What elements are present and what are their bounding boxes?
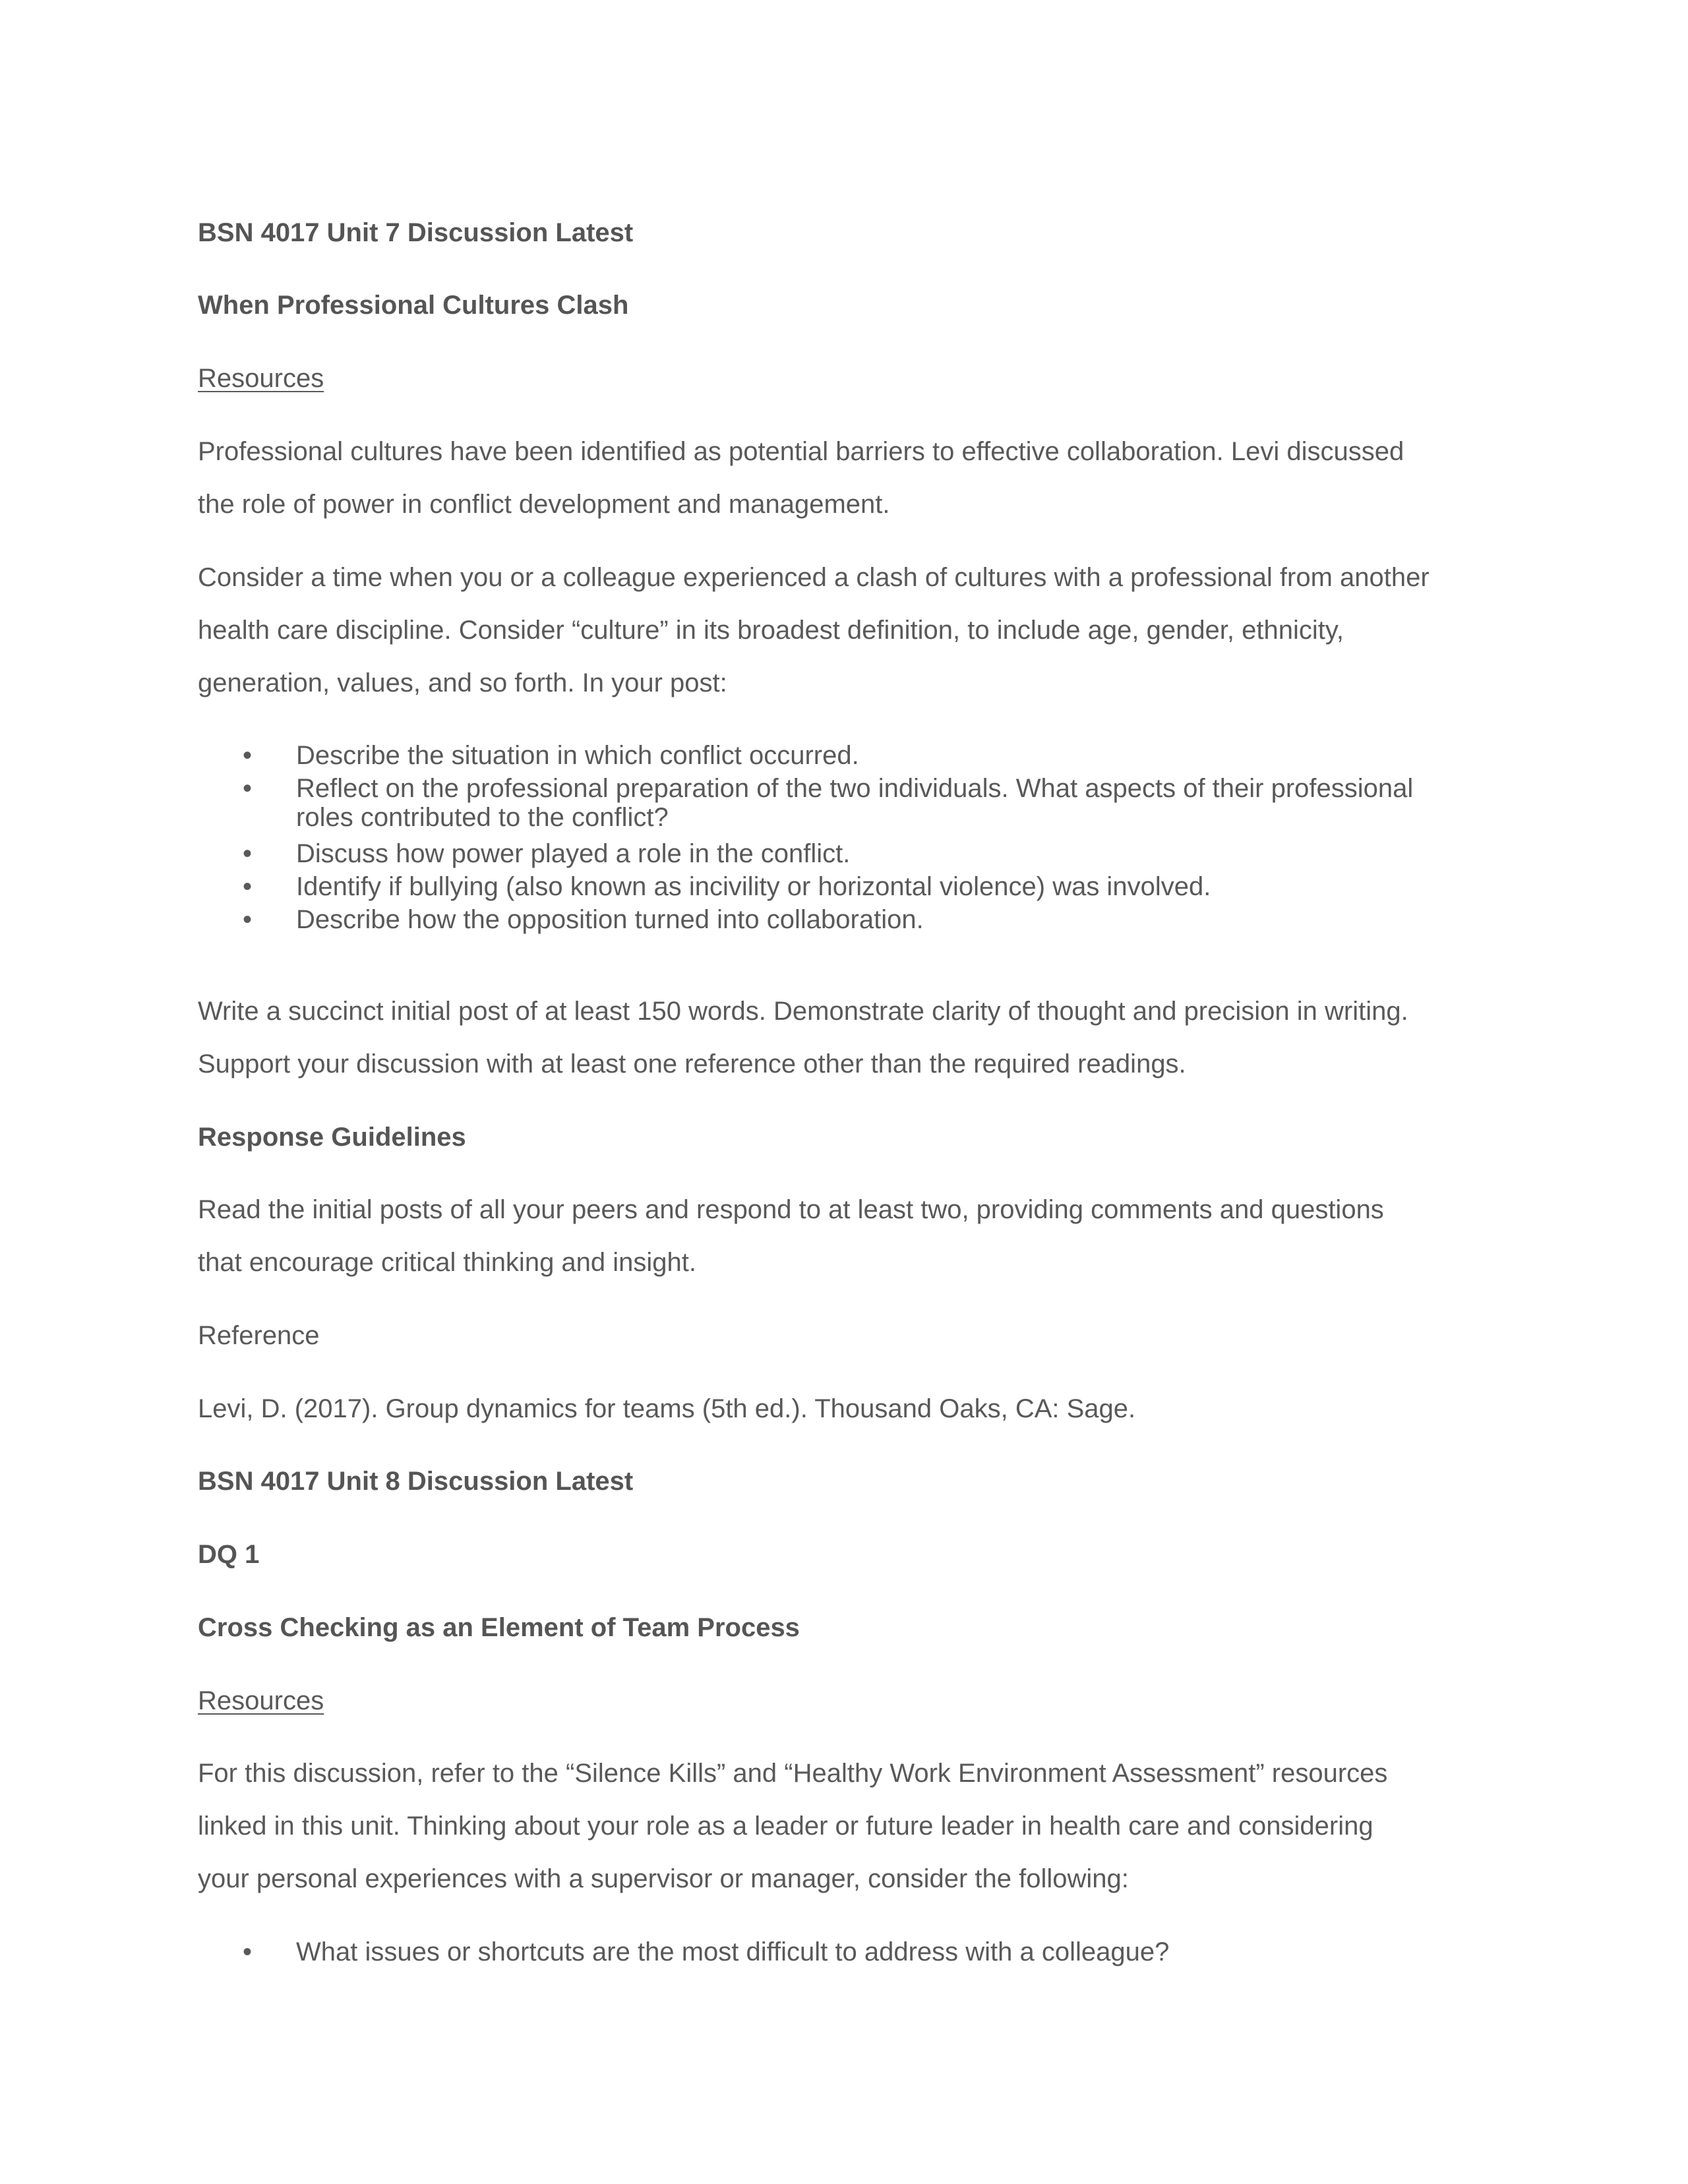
unit7-bullet-3: Discuss how power played a role in the conflict. [296,839,851,868]
unit7-title: When Professional Cultures Clash [198,291,629,320]
bullet-glyph: • [243,872,253,901]
unit8-intro-line-2: linked in this unit. Thinking about your role as a leader or future leader in health care and considering [198,1812,1373,1841]
unit7-reference-heading: Reference [198,1321,320,1350]
unit7-bullet-5: Describe how the opposition turned into collaboration. [296,905,924,934]
unit8-intro-line-3: your personal experiences with a supervisor or manager, consider the following: [198,1864,1129,1893]
unit7-bullet-1: Describe the situation in which conflict occurred. [296,741,859,770]
unit7-bullet-2-cont: roles contributed to the conflict? [296,803,669,832]
unit7-bullet-2: Reflect on the professional preparation of the two individuals. What aspects of their professional [296,774,1414,803]
bullet-glyph: • [243,774,253,803]
unit8-heading: BSN 4017 Unit 8 Discussion Latest [198,1467,634,1496]
unit8-dq: DQ 1 [198,1540,260,1569]
unit7-write-line-2: Support your discussion with at least one reference other than the required readings. [198,1049,1186,1078]
unit7-intro-line-2: the role of power in conflict development and management. [198,490,890,519]
bullet-glyph: • [243,1937,253,1966]
unit7-consider-line-2: health care discipline. Consider “culture” in its broadest definition, to include age, gender, ethnicity, [198,616,1344,645]
unit7-write-line-1: Write a succinct initial post of at least 150 words. Demonstrate clarity of thought and precision in writing. [198,997,1408,1026]
unit8-title: Cross Checking as an Element of Team Process [198,1613,800,1642]
unit8-intro-line-1: For this discussion, refer to the “Silence Kills” and “Healthy Work Environment Assessment” resources [198,1759,1388,1788]
bullet-glyph: • [243,839,253,868]
unit7-heading: BSN 4017 Unit 7 Discussion Latest [198,218,634,247]
unit7-response-heading: Response Guidelines [198,1123,466,1152]
unit8-bullet-1: What issues or shortcuts are the most difficult to address with a colleague? [296,1937,1170,1966]
bullet-glyph: • [243,741,253,770]
unit7-response-line-1: Read the initial posts of all your peers and respond to at least two, providing comments and questions [198,1195,1384,1224]
unit7-intro-line-1: Professional cultures have been identified as potential barriers to effective collaboration. Levi discussed [198,437,1404,466]
bullet-glyph: • [243,905,253,934]
unit7-bullet-4: Identify if bullying (also known as incivility or horizontal violence) was involved. [296,872,1211,901]
unit7-reference-text: Levi, D. (2017). Group dynamics for teams (5th ed.). Thousand Oaks, CA: Sage. [198,1394,1136,1423]
unit7-resources-link[interactable]: Resources [198,364,324,393]
unit7-consider-line-1: Consider a time when you or a colleague experienced a clash of cultures with a professional from another [198,563,1430,592]
unit7-response-line-2: that encourage critical thinking and insight. [198,1248,697,1277]
unit8-resources-link[interactable]: Resources [198,1686,324,1715]
unit7-consider-line-3: generation, values, and so forth. In your post: [198,668,727,697]
